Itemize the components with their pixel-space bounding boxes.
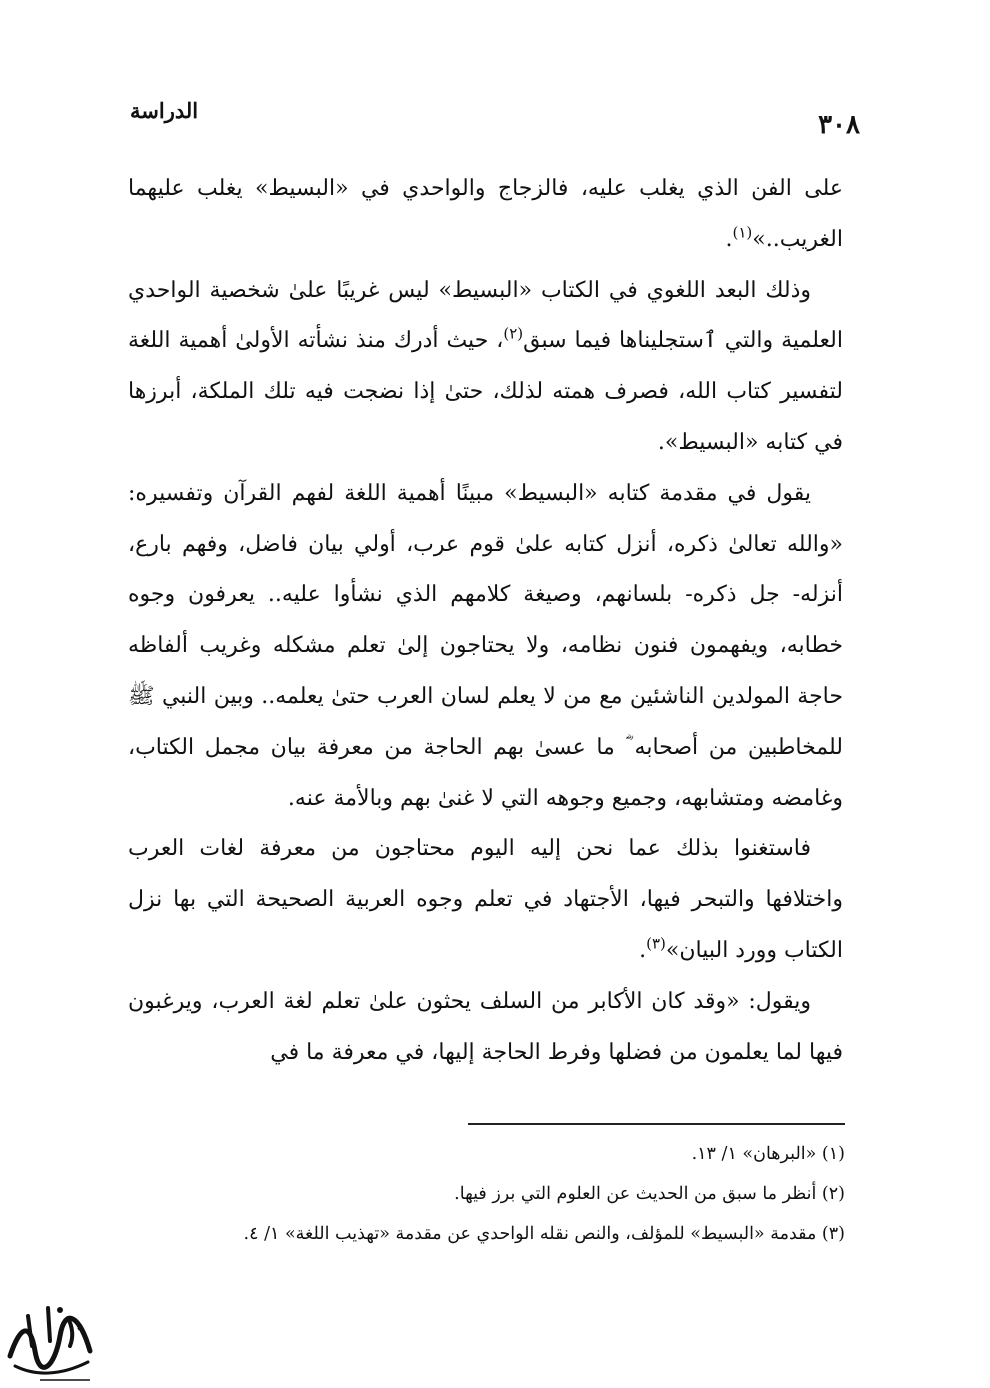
footnote-ref-2: (٢) bbox=[503, 325, 524, 344]
footnote-1: (١) «البرهان» ١/ ١٣. bbox=[691, 1144, 845, 1164]
footnote-separator bbox=[468, 1123, 845, 1125]
paragraph-4 bbox=[128, 824, 843, 976]
footnote-ref-3: (٣) bbox=[646, 934, 666, 953]
paragraph-2 bbox=[128, 266, 843, 469]
footnote-2: (٢) أنظر ما سبق من الحديث عن العلوم التي برز فيها. bbox=[454, 1184, 845, 1204]
paragraph-3 bbox=[128, 469, 843, 825]
calligraphy-logo-icon bbox=[0, 1296, 100, 1386]
footnote-ref-1: (١) bbox=[732, 223, 753, 242]
paragraph-2-text-a: وذلك البعد اللغوي في الكتاب «البسيط» ليس غريبًا علىٰ شخصية الواحدي العلمية والتي ٱستجليناها فيما سبق bbox=[128, 277, 843, 354]
paragraph-1-end: . bbox=[725, 226, 733, 252]
paragraph-4-end: . bbox=[639, 937, 647, 963]
page-number: ٣٠٨ bbox=[818, 110, 860, 140]
paragraph-1 bbox=[128, 164, 843, 266]
paragraph-3-text: يقول في مقدمة كتابه «البسيط» مبينًا أهمية اللغة لفهم القرآن وتفسيره: «والله تعالىٰ ذكره، أنزل كتابه علىٰ قوم عرب، أولي بيان فاضل، وفهم بارع، أنزله- جل ذكره- بلسانهم، وصيغة كلامهم الذي نشأوا عليه.. يعرفون وجوه خطابه، ويفهمون فنون نظامه، ولا يحتاجون إلىٰ تعلم مشكله وغريب ألفاظه حاجة المولدين الناشئين مع من لا يعلم لسان العرب حتىٰ يعلمه.. وبين النبي ﷺ للمخاطبين من أصحابه ؓ ما عسىٰ بهم الحاجة من معرفة بيان مجمل الكتاب، وغامضه ومتشابهه، وجميع وجوهه التي لا غنىٰ بهم وبالأمة عنه. bbox=[128, 480, 843, 811]
main-text bbox=[128, 164, 843, 1114]
footnotes bbox=[118, 1134, 845, 1264]
paragraph-4-text: فاستغنوا بذلك عما نحن إليه اليوم محتاجون من معرفة لغات العرب واختلافها والتبحر فيها، الأجتهاد في تعلم وجوه العربية الصحيحة التي بها نزل الكتاب وورد البيان» bbox=[128, 836, 843, 963]
paragraph-1-text: على الفن الذي يغلب عليه، فالزجاج والواحدي في «البسيط» يغلب عليهما الغريب..» bbox=[128, 176, 843, 252]
paragraph-2-text-b: ، حيث أدرك منذ نشأته الأولىٰ أهمية اللغة لتفسير كتاب الله، فصرف همته لذلك، حتىٰ إذا نضجت فيه تلك الملكة، أبرزها في كتابه «البسيط». bbox=[128, 328, 843, 455]
footnote-3: (٣) مقدمة «البسيط» للمؤلف، والنص نقله الواحدي عن مقدمة «تهذيب اللغة» ١/ ٤. bbox=[243, 1224, 845, 1244]
paragraph-5 bbox=[128, 977, 843, 1079]
paragraph-5-text: ويقول: «وقد كان الأكابر من السلف يحثون علىٰ تعلم لغة العرب، ويرغبون فيها لما يعلمون من فضلها وفرط الحاجة إليها، في معرفة ما في bbox=[128, 988, 843, 1065]
running-header-title: الدراسة bbox=[130, 98, 199, 123]
